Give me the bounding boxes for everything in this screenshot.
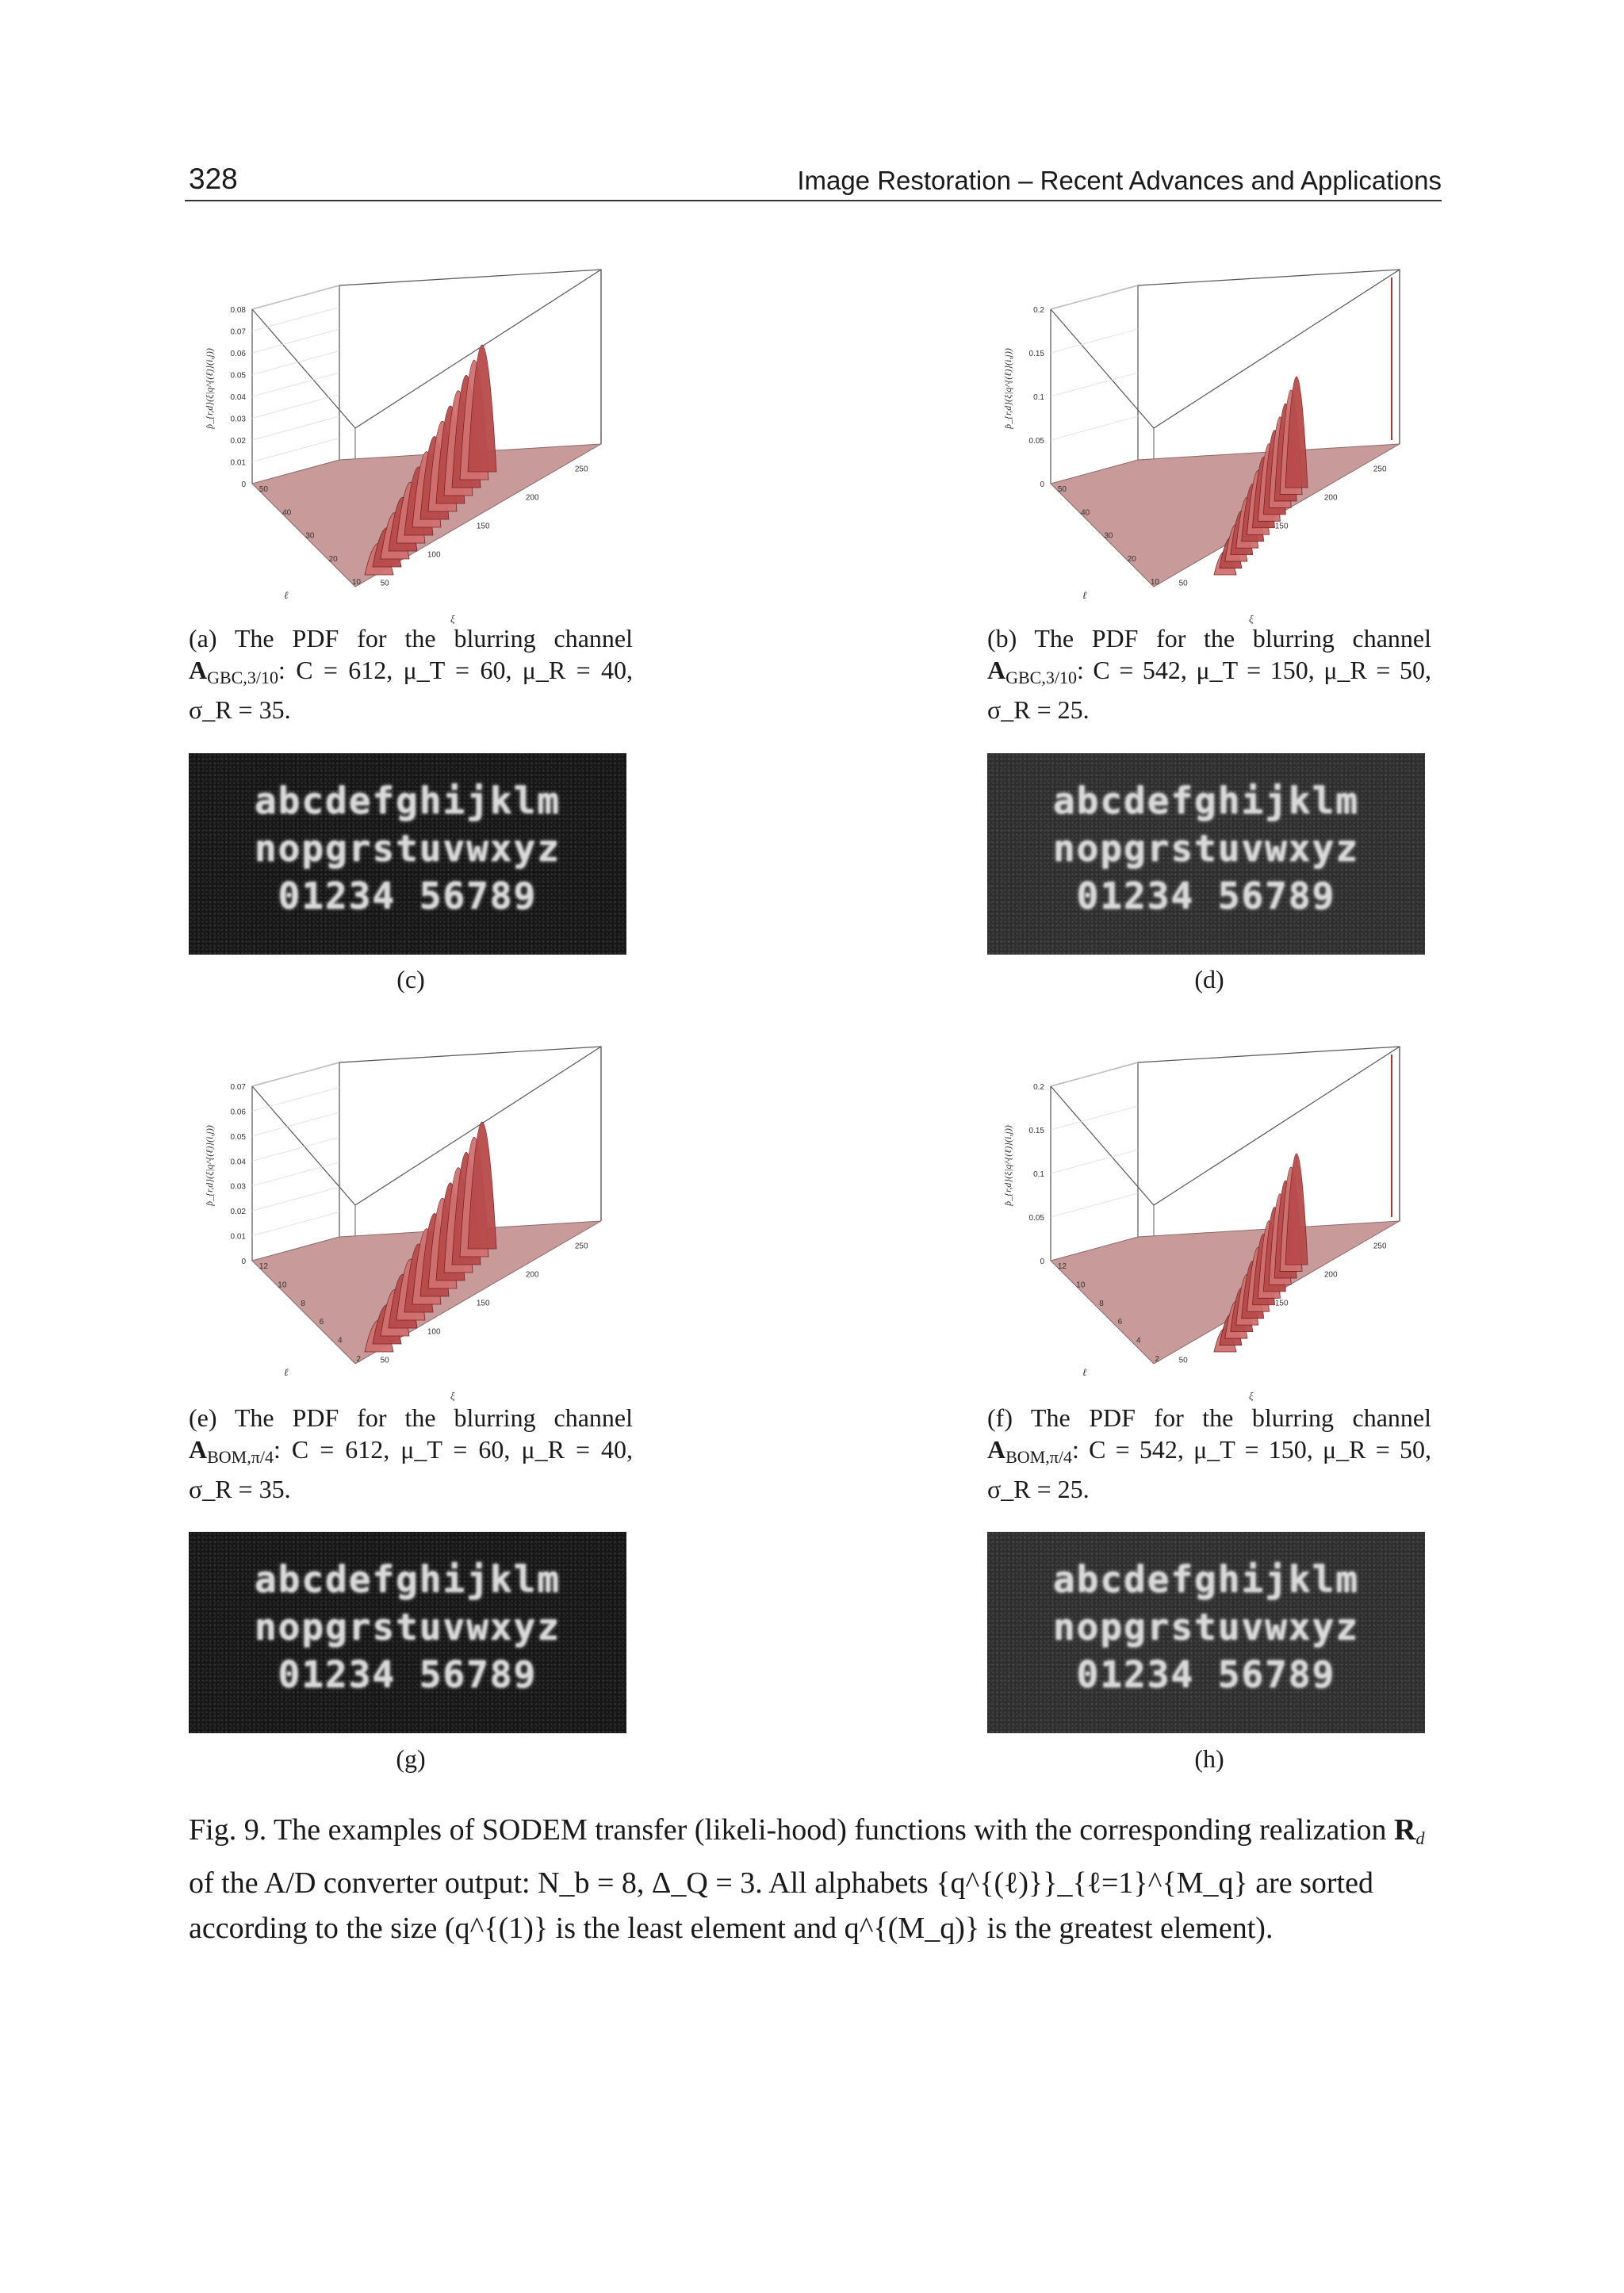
z-tick-label: 0.2 — [1033, 306, 1044, 315]
xi-tick-label: 100 — [427, 550, 441, 560]
xi-axis-label: ξ — [1249, 613, 1254, 625]
ell-tick-label: 10 — [278, 1280, 287, 1290]
ell-tick-label: 10 — [1076, 1280, 1086, 1290]
ell-tick-label: 20 — [1127, 554, 1136, 564]
xi-axis-label: ξ — [450, 613, 455, 625]
ell-tick-label: 40 — [1081, 508, 1090, 518]
z-tick-label: 0.05 — [1028, 437, 1044, 446]
restored-text-image-h: abcdefghijklm nopgrstuvwxyz 01234 56789 — [987, 1532, 1425, 1733]
xi-tick-label: 50 — [380, 579, 389, 588]
xi-tick-label: 100 — [427, 1327, 441, 1337]
xi-tick-label: 200 — [1323, 493, 1338, 503]
z-tick-label: 0.08 — [230, 306, 246, 315]
plot-svg — [189, 1039, 665, 1411]
ell-tick-label: 8 — [301, 1299, 305, 1308]
ell-tick-label: 12 — [259, 1262, 268, 1271]
z-axis-label: p̂_{r,d}(ξ|q^{(ℓ)}(i,j)) — [204, 1125, 215, 1206]
figure-caption: Fig. 9. The examples of SODEM transfer (likeli-hood) functions with the corresponding realization $R_d$ of the A/D converter output: N_b = 8, Δ_Q = 3. All alphabets {q^{(ℓ)}}_{ℓ=1}^{M_q} are sorted according to the size (q^{(1)} is the least element and q^{(M_q)} is the greatest element). — [189, 1813, 1425, 1945]
plot-svg — [987, 1039, 1463, 1411]
surface-plot-e — [189, 1039, 665, 1411]
caption-b: (b) The PDF for the blurring channel $A_{GBC,3/10}$: C = 542, μ_T = 150, μ_R = 50, σ_R = 25. — [987, 624, 1432, 724]
xi-tick-label: 150 — [1274, 522, 1289, 531]
surface-ridge — [1285, 1154, 1308, 1265]
xi-axis-label: ξ — [450, 1390, 455, 1402]
restored-text-image-d: abcdefghijklm nopgrstuvwxyz 01234 56789 — [987, 753, 1425, 955]
ell-tick-label: 20 — [328, 554, 338, 564]
z-tick-label: 0 — [241, 480, 246, 489]
z-axis-label: p̂_{r,d}(ξ|q^{(ℓ)}(i,j)) — [1002, 1125, 1013, 1206]
plot-svg — [987, 262, 1463, 634]
z-tick-label: 0 — [1040, 480, 1044, 489]
ell-tick-label: 30 — [1104, 531, 1113, 541]
z-tick-label: 0.02 — [230, 1208, 246, 1217]
ell-tick-label: 10 — [351, 578, 361, 587]
z-tick-label: 0.1 — [1033, 393, 1044, 402]
restored-text-image-c: abcdefghijklm nopgrstuvwxyz 01234 56789 — [189, 753, 626, 955]
z-tick-label: 0.05 — [230, 1132, 246, 1142]
xi-tick-label: 250 — [1373, 1242, 1387, 1251]
xi-tick-label: 150 — [476, 1299, 490, 1308]
xi-tick-label: 200 — [1323, 1270, 1338, 1280]
xi-tick-label: 200 — [525, 493, 539, 503]
label-d: (d) — [1194, 965, 1224, 993]
header-rule — [185, 200, 1442, 201]
surface-plot-a — [189, 262, 665, 634]
ell-axis-label: ℓ — [1082, 589, 1087, 601]
z-tick-label: 0.07 — [230, 327, 246, 337]
xi-tick-label: 250 — [574, 1242, 588, 1251]
ell-tick-label: 10 — [1150, 578, 1159, 587]
ell-tick-label: 40 — [282, 508, 292, 518]
z-tick-label: 0.03 — [230, 415, 246, 424]
xi-tick-label: 150 — [476, 522, 490, 531]
z-tick-label: 0.03 — [230, 1182, 246, 1192]
surface-plot-b — [987, 262, 1463, 634]
surface-ridge — [1285, 377, 1308, 488]
z-tick-label: 0.05 — [230, 371, 246, 381]
z-axis-label: p̂_{r,d}(ξ|q^{(ℓ)}(i,j)) — [204, 348, 215, 429]
xi-tick-label: 50 — [380, 1356, 389, 1365]
z-tick-label: 0 — [1040, 1258, 1044, 1266]
running-title: Image Restoration – Recent Advances and Applications — [797, 166, 1442, 195]
z-tick-label: 0 — [241, 1258, 246, 1266]
ell-axis-label: ℓ — [284, 589, 289, 601]
z-axis-label: p̂_{r,d}(ξ|q^{(ℓ)}(i,j)) — [1002, 348, 1013, 429]
xi-tick-label: 250 — [574, 465, 588, 474]
xi-tick-label: 250 — [1373, 465, 1387, 474]
ell-tick-label: 6 — [1117, 1318, 1123, 1327]
z-tick-label: 0.1 — [1033, 1170, 1044, 1179]
label-h: (h) — [1194, 1744, 1224, 1773]
ell-tick-label: 12 — [1057, 1262, 1067, 1271]
label-g: (g) — [396, 1744, 426, 1773]
label-c: (c) — [396, 965, 425, 993]
ell-tick-label: 6 — [319, 1318, 324, 1327]
z-tick-label: 0.06 — [230, 350, 246, 358]
caption-a: (a) The PDF for the blurring channel $A_{GBC,3/10}$: C = 612, μ_T = 60, μ_R = 40, σ_R = 35. — [189, 624, 634, 724]
z-tick-label: 0.07 — [230, 1083, 246, 1092]
ell-tick-label: 50 — [1057, 485, 1067, 494]
z-tick-label: 0.06 — [230, 1108, 246, 1117]
ell-tick-label: 50 — [259, 485, 268, 494]
ell-tick-label: 8 — [1099, 1299, 1104, 1308]
xi-tick-label: 50 — [1178, 1356, 1188, 1365]
ell-axis-label: ℓ — [284, 1366, 289, 1378]
plot-svg — [189, 262, 665, 634]
xi-tick-label: 200 — [525, 1270, 539, 1280]
z-tick-label: 0.05 — [1028, 1214, 1044, 1223]
z-tick-label: 0.01 — [230, 458, 246, 468]
caption-e: (e) The PDF for the blurring channel $A_{BOM,\pi/4}$: C = 612, μ_T = 60, μ_R = 40, σ_R = 35. — [189, 1403, 634, 1503]
z-tick-label: 0.04 — [230, 393, 246, 402]
ell-axis-label: ℓ — [1082, 1366, 1087, 1378]
ell-tick-label: 4 — [1136, 1336, 1141, 1346]
z-tick-label: 0.04 — [230, 1158, 246, 1167]
xi-axis-label: ξ — [1249, 1390, 1254, 1402]
z-tick-label: 0.02 — [230, 437, 246, 446]
page-number: 328 — [189, 163, 238, 195]
ell-tick-label: 2 — [1155, 1355, 1159, 1364]
ell-tick-label: 2 — [356, 1355, 361, 1364]
caption-f: (f) The PDF for the blurring channel $A_{BOM,\pi/4}$: C = 542, μ_T = 150, μ_R = 50, σ_R = 25. — [987, 1403, 1432, 1503]
ell-tick-label: 30 — [305, 531, 315, 541]
z-tick-label: 0.01 — [230, 1232, 246, 1242]
z-tick-label: 0.15 — [1028, 1127, 1044, 1135]
z-tick-label: 0.15 — [1028, 350, 1044, 358]
z-tick-label: 0.2 — [1033, 1083, 1044, 1092]
xi-tick-label: 150 — [1274, 1299, 1289, 1308]
ell-tick-label: 4 — [338, 1336, 343, 1346]
restored-text-image-g: abcdefghijklm nopgrstuvwxyz 01234 56789 — [189, 1532, 626, 1733]
surface-plot-f — [987, 1039, 1463, 1411]
xi-tick-label: 50 — [1178, 579, 1188, 588]
